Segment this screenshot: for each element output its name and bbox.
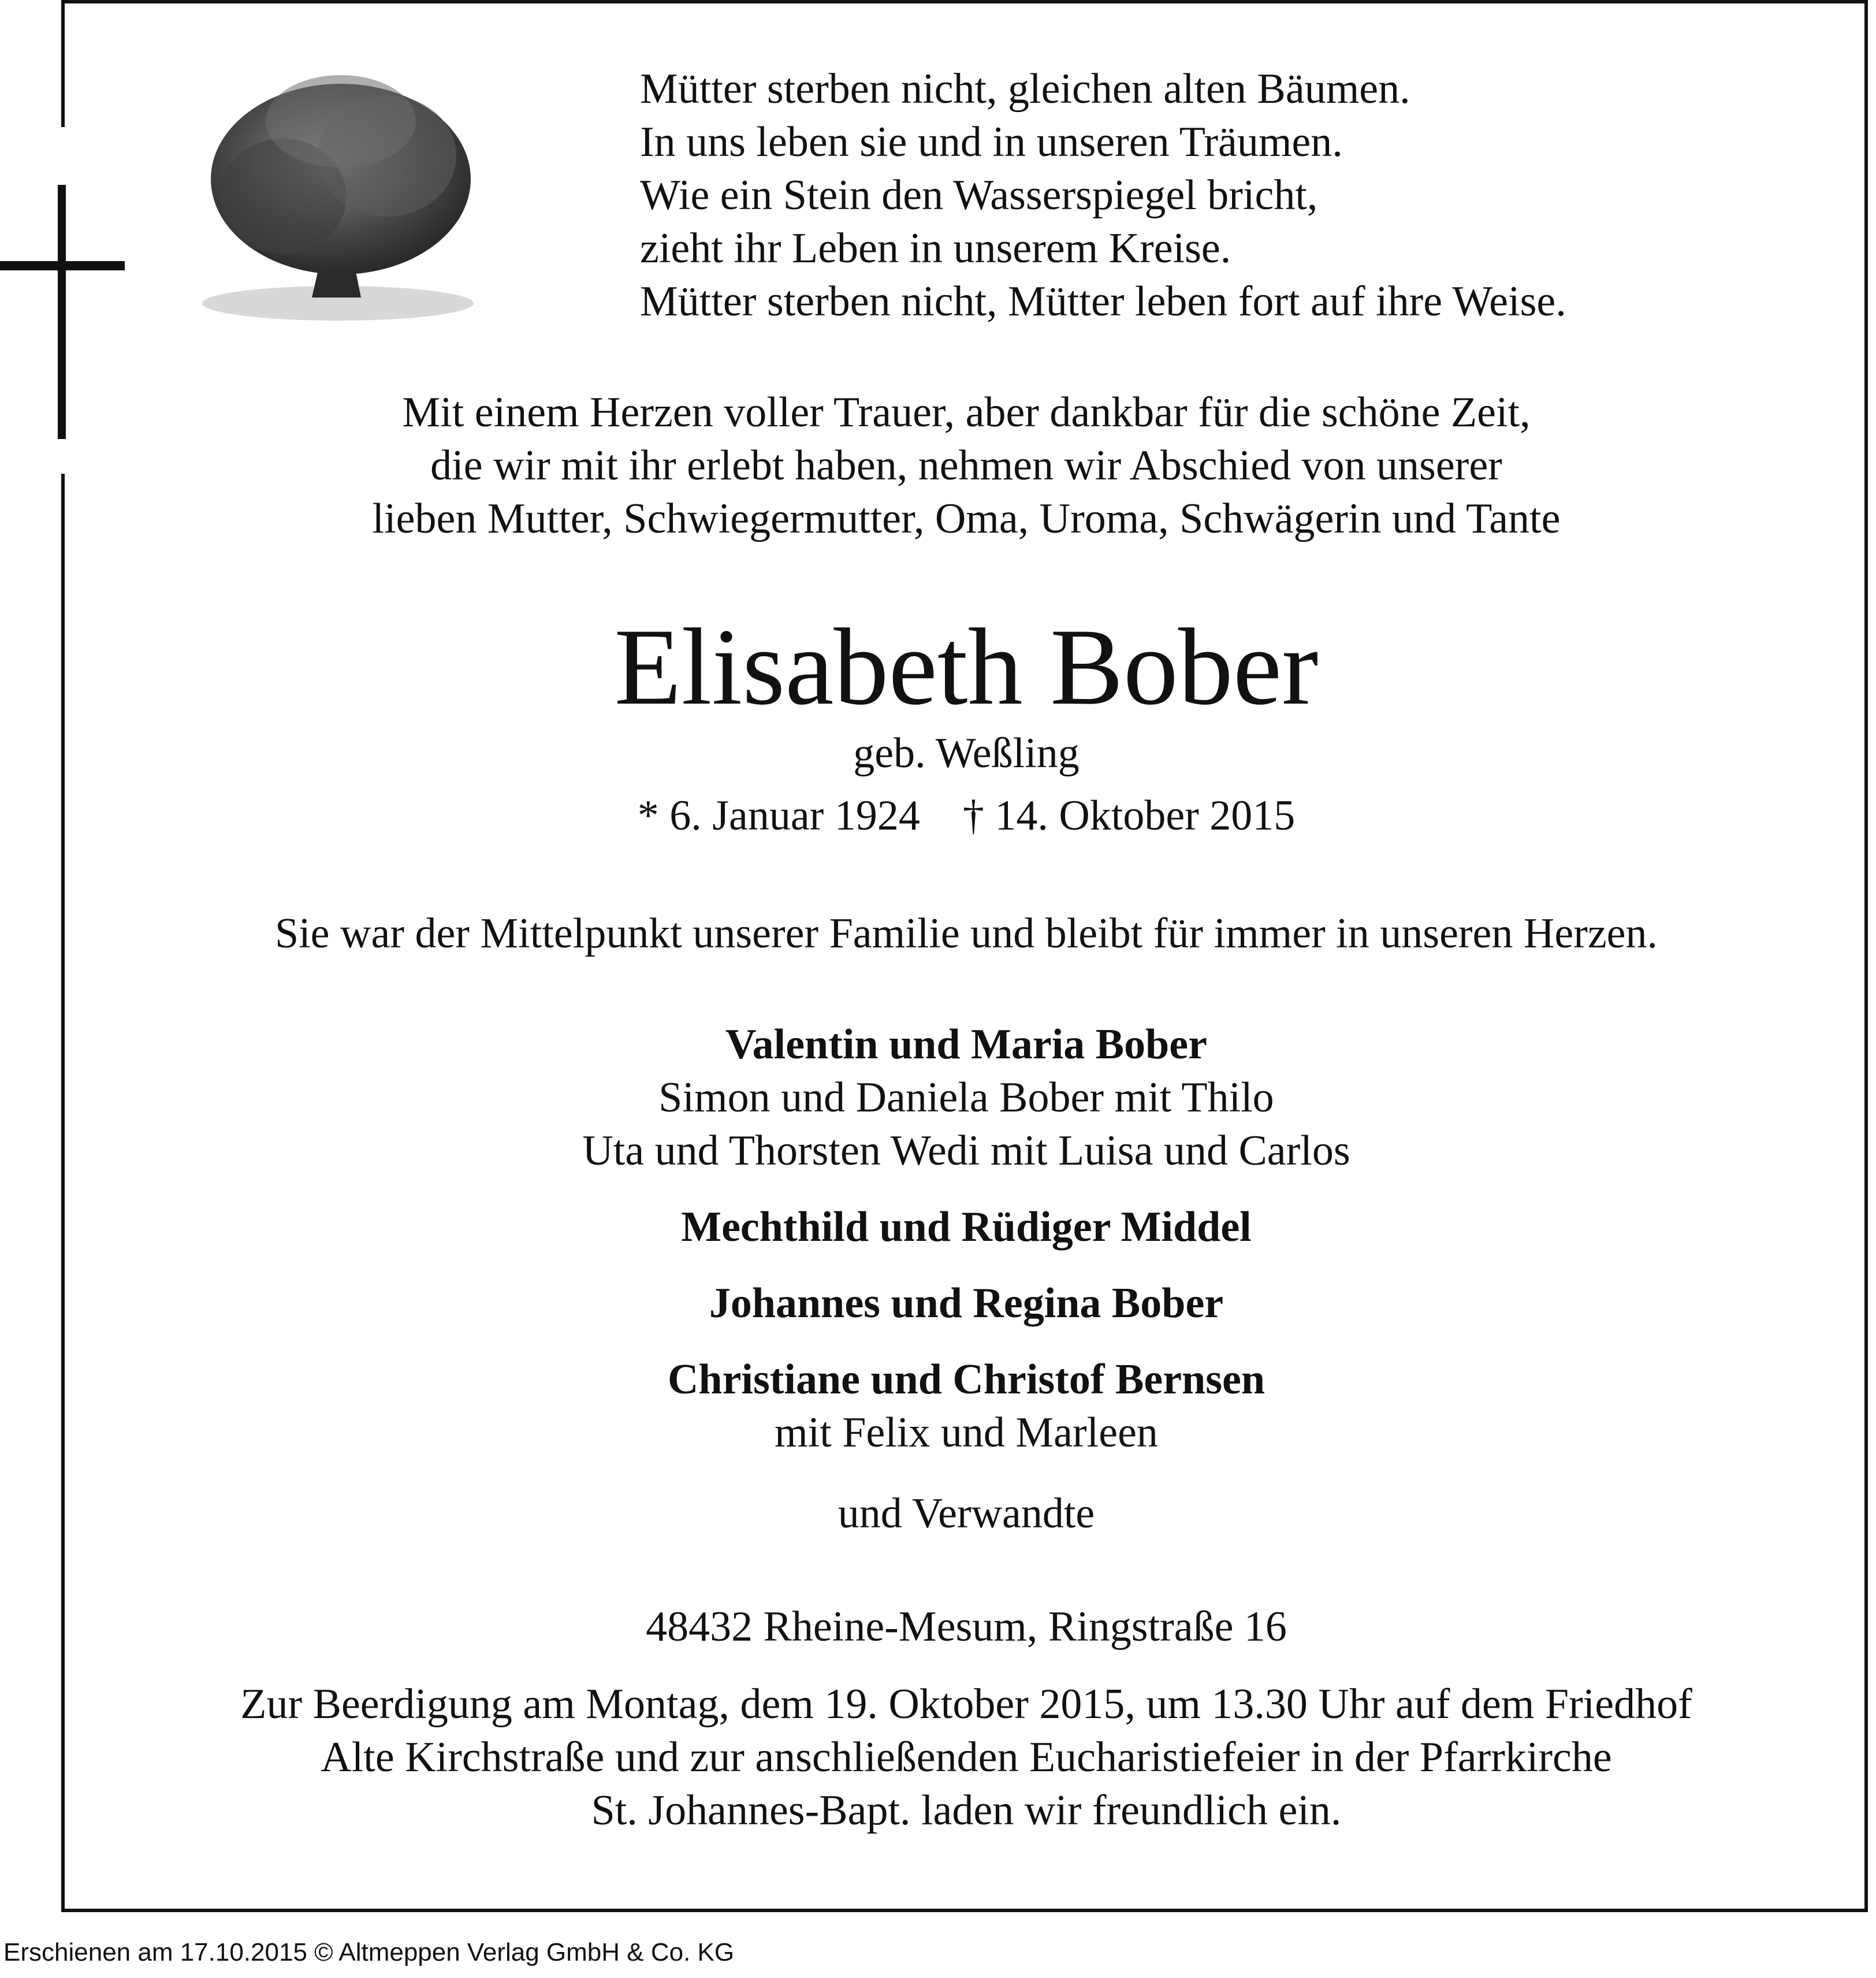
poem [640,62,1566,328]
intro-line: die wir mit ihr erlebt haben, nehmen wir Abschied von unserer [430,442,1502,489]
family-member: Uta und Thorsten Wedi mit Luisa und Carlos [582,1127,1350,1174]
family-group [65,1200,1868,1254]
tagline: Sie war der Mittelpunkt unserer Familie und bleibt für immer in unseren Herzen. [274,910,1658,957]
funeral-line: St. Johannes-Bapt. laden wir freundlich ein. [591,1787,1342,1834]
funeral-line: Zur Beerdigung am Montag, dem 19. Oktober 2015, um 13.30 Uhr auf dem Friedhof [240,1680,1692,1728]
maiden-name: geb. Weßling [853,730,1080,777]
tree-icon [196,69,479,324]
family-group [65,1018,1868,1177]
family-member: mit Felix und Marleen [775,1409,1158,1456]
family-group [65,1277,1868,1330]
intro-line: Mit einem Herzen voller Trauer, aber dankbar für die schöne Zeit, [402,389,1531,436]
family-member: Simon und Daniela Bober mit Thilo [658,1074,1274,1121]
intro-line: lieben Mutter, Schwiegermutter, Oma, Uroma, Schwägerin und Tante [372,495,1561,542]
poem-line: In uns leben sie und in unseren Träumen. [640,118,1343,166]
intro-text [65,386,1868,545]
poem-line: Mütter sterben nicht, gleichen alten Bäumen. [640,65,1410,113]
family-group [65,1353,1868,1459]
family-head: Christiane und Christof Bernsen [667,1356,1265,1403]
poem-line: zieht ihr Leben in unserem Kreise. [640,225,1231,272]
frame-left-edge [61,0,65,127]
address: 48432 Rheine-Mesum, Ringstraße 16 [646,1603,1287,1650]
funeral-info [65,1678,1868,1837]
publication-footer: Erschienen am 17.10.2015 © Altmeppen Verlag GmbH & Co. KG [3,1938,735,1966]
life-dates: * 6. Januar 1924 † 14. Oktober 2015 [637,792,1296,839]
family-head: Mechthild und Rüdiger Middel [681,1203,1252,1251]
funeral-line: Alte Kirchstraße und zur anschließenden Eucharistiefeier in der Pfarrkirche [321,1734,1612,1781]
poem-line: Wie ein Stein den Wasserspiegel bricht, [640,172,1318,219]
family-head: Johannes und Regina Bober [709,1280,1224,1327]
family-list [65,1018,1868,1482]
deceased-name: Elisabeth Bober [614,607,1319,728]
poem-line: Mütter sterben nicht, Mütter leben fort auf ihre Weise. [640,278,1566,325]
relatives: und Verwandte [838,1490,1095,1537]
family-head: Valentin und Maria Bober [725,1021,1207,1068]
